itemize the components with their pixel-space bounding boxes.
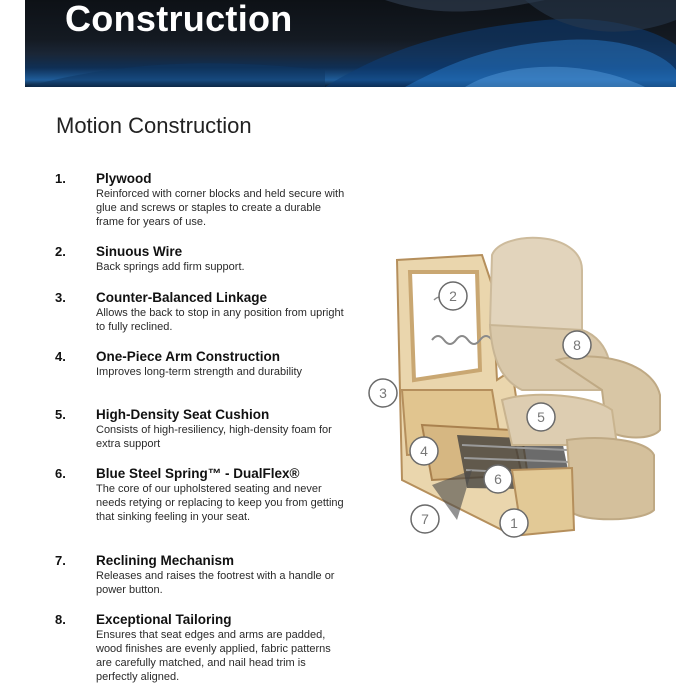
feature-name: Plywood	[96, 171, 152, 186]
feature-number: 7.	[55, 553, 66, 568]
recliner-chair-graphic	[397, 238, 660, 535]
feature-name: Reclining Mechanism	[96, 553, 235, 568]
feature-name: One-Piece Arm Construction	[96, 349, 281, 364]
feature-name: High-Density Seat Cushion	[96, 407, 270, 422]
feature-number: 4.	[55, 349, 66, 364]
callout-label: 3	[379, 385, 387, 401]
feature-number: 8.	[55, 612, 66, 627]
feature-description: Ensures that seat edges and arms are padded, wood finishes are evenly applied, fabric patterns are carefully matched, and nail head trim is perfectly aligned.	[96, 629, 331, 683]
feature-description: The core of our upholstered seating and never needs retying or replacing to keep you from getting that sinking feeling in your seat.	[96, 483, 344, 523]
feature-description: Consists of high-resiliency, high-density foam for extra support	[96, 424, 332, 450]
feature-description: Reinforced with corner blocks and held secure with glue and screws or staples to create a durable frame for years of use.	[96, 188, 345, 228]
feature-number: 3.	[55, 290, 66, 305]
feature-name: Exceptional Tailoring	[96, 612, 232, 627]
feature-number: 2.	[55, 244, 66, 259]
callout-label: 6	[494, 471, 502, 487]
feature-name: Blue Steel Spring™ - DualFlex®	[96, 466, 300, 481]
feature-name: Sinuous Wire	[96, 244, 183, 259]
callout-label: 5	[537, 409, 545, 425]
callout-3	[369, 379, 397, 407]
feature-number: 5.	[55, 407, 66, 422]
callout-7	[411, 505, 439, 533]
callout-8	[563, 331, 591, 359]
callout-5	[527, 403, 555, 431]
callout-2	[439, 282, 467, 310]
callout-label: 1	[510, 515, 518, 531]
feature-number: 1.	[55, 171, 66, 186]
callout-label: 8	[573, 337, 581, 353]
section-title: Motion Construction	[56, 113, 252, 138]
feature-description: Back springs add firm support.	[96, 261, 245, 273]
feature-number: 6.	[55, 466, 66, 481]
callout-label: 7	[421, 511, 429, 527]
callout-label: 4	[420, 443, 428, 459]
callout-1	[500, 509, 528, 537]
feature-description: Allows the back to stop in any position from upright to fully reclined.	[96, 307, 344, 333]
header-banner	[25, 0, 676, 87]
banner-title: Construction	[65, 0, 293, 39]
callout-4	[410, 437, 438, 465]
recliner-cutaway-illustration	[362, 230, 672, 570]
feature-description: Improves long-term strength and durability	[96, 366, 303, 378]
callout-6	[484, 465, 512, 493]
feature-description: Releases and raises the footrest with a handle or power button.	[96, 570, 335, 596]
feature-name: Counter-Balanced Linkage	[96, 290, 268, 305]
callout-label: 2	[449, 288, 457, 304]
